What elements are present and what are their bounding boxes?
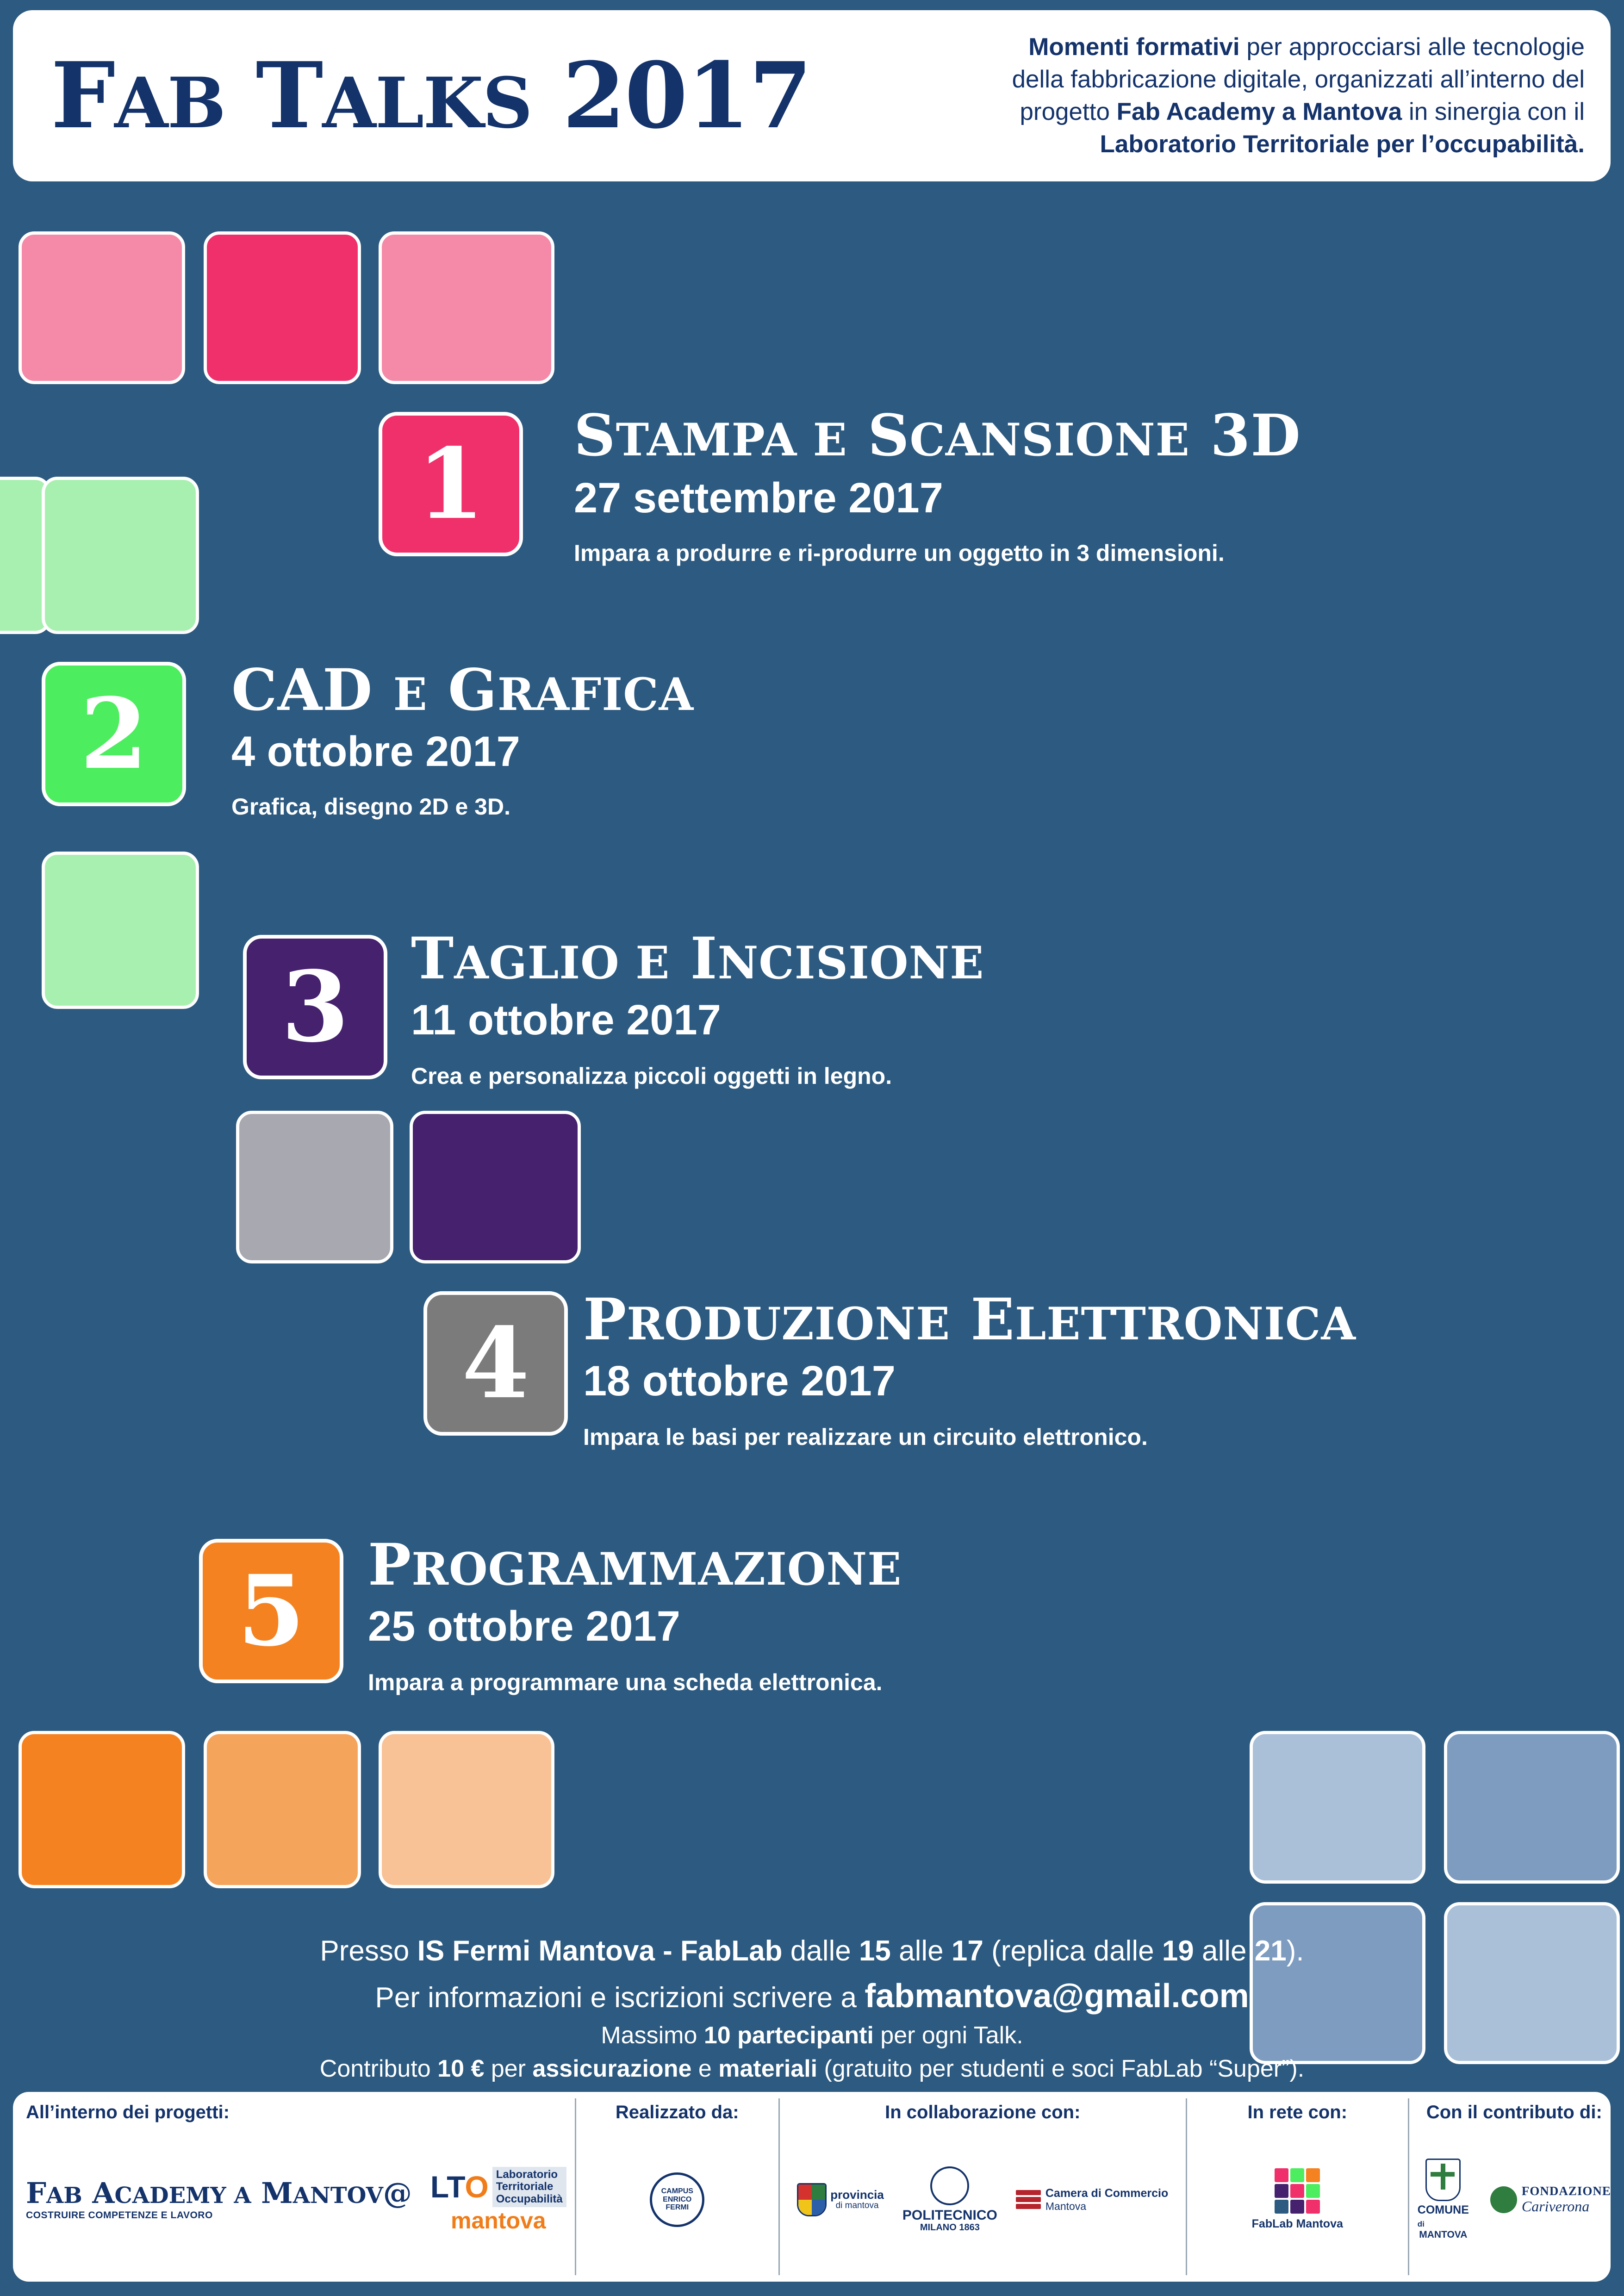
sponsor-caption-realized: Realizzato da: [615, 2102, 739, 2122]
info-contact [0, 1977, 1624, 2015]
comune-mantova-logo [1418, 2159, 1469, 2240]
decor-square [410, 1111, 581, 1263]
decor-square [204, 231, 361, 384]
fablab-caption: FabLab Mantova [1251, 2217, 1343, 2230]
fondazione-label-2: Cariverona [1521, 2197, 1590, 2215]
fondazione-cariverona-logo [1490, 2184, 1611, 2215]
info-capacity-value: 10 partecipanti [703, 2022, 874, 2049]
info-time-end: 17 [951, 1935, 983, 1967]
info-replica: (replica dalle [983, 1935, 1162, 1967]
sponsor-caption-collab: In collaborazione con: [885, 2102, 1081, 2122]
talk-desc-5: Impara a programmare una scheda elettronica. [368, 1669, 883, 1695]
camera-bars-icon [1016, 2190, 1041, 2209]
info-time-start-2: 19 [1162, 1935, 1194, 1967]
lto-lines: Laboratorio Territoriale Occupabilità [492, 2167, 566, 2207]
info-fee-per: per [484, 2055, 533, 2082]
fablab-grid-icon [1275, 2168, 1320, 2214]
decor-square [379, 1731, 554, 1888]
sponsor-bar [13, 2092, 1611, 2282]
info-fee [0, 2055, 1624, 2083]
decor-square [204, 1731, 361, 1888]
info-alle-2: alle [1194, 1935, 1255, 1967]
talk-date-4: 18 ottobre 2017 [583, 1357, 896, 1405]
blurb-text-3c: in sinergia con il [1402, 98, 1585, 125]
talk-desc-2: Grafica, disegno 2D e 3D. [231, 794, 510, 820]
info-venue-dalle: dalle [782, 1935, 859, 1967]
talk-title-4: PRODUZIONE ELETTRONICA [583, 1286, 1356, 1353]
talk-number-1: 1 [417, 427, 485, 541]
talk-title-5: PROGRAMMAZIONE [368, 1531, 902, 1599]
decor-square [42, 477, 199, 634]
blurb-bold-4: Laboratorio Territoriale per l’occupabilità. [1100, 130, 1585, 158]
blurb-text-1: per approcciarsi alle tecnologie [1239, 33, 1585, 61]
politecnico-label-2: MILANO 1863 [920, 2222, 980, 2233]
poster-header [13, 10, 1611, 181]
lto-logo [430, 2167, 566, 2232]
camera-commercio-logo [1016, 2187, 1168, 2212]
sponsor-section-contrib [1409, 2098, 1619, 2275]
decor-square [1250, 1731, 1425, 1884]
info-fee-value: 10 € [437, 2055, 485, 2082]
sponsor-caption-contrib: Con il contributo di: [1426, 2102, 1602, 2122]
info-fee-materials: materiali [718, 2055, 818, 2082]
info-fee-prefix: Contributo [319, 2055, 438, 2082]
politecnico-label-1: POLITECNICO [902, 2208, 997, 2223]
talk-date-2: 4 ottobre 2017 [231, 728, 520, 775]
info-venue [0, 1935, 1624, 1967]
blurb-text-3a: progetto [1020, 98, 1117, 125]
provincia-shield-icon [797, 2183, 827, 2216]
camera-label-1: Camera di Commercio [1045, 2186, 1169, 2200]
decor-square [1444, 1731, 1620, 1884]
sponsor-caption-network: In rete con: [1247, 2102, 1348, 2122]
talk-date-5: 25 ottobre 2017 [368, 1603, 680, 1650]
fablab-mantova-logo [1252, 2168, 1343, 2231]
fondazione-dot-icon [1490, 2186, 1517, 2213]
decor-square [19, 231, 185, 384]
talk-desc-1: Impara a produrre e ri-produrre un oggetto in 3 dimensioni. [574, 540, 1225, 566]
talk-number-4: 4 [461, 1306, 530, 1420]
blurb-bold-3: Fab Academy a Mantova [1116, 98, 1402, 125]
header-blurb [811, 31, 1594, 161]
talk-number-5: 5 [237, 1554, 305, 1668]
lto-city: mantova [450, 2208, 546, 2234]
info-fee-insurance: assicurazione [532, 2055, 692, 2082]
provincia-label-2: di mantova [835, 2201, 879, 2211]
talk-desc-4: Impara le basi per realizzare un circuito elettronico. [583, 1424, 1148, 1450]
comune-label-2: MANTOVA [1419, 2229, 1468, 2240]
talk-title-3: TAGLIO E INCISIONE [411, 925, 984, 992]
info-fee-and: e [691, 2055, 719, 2082]
talk-date-3: 11 ottobre 2017 [411, 996, 721, 1044]
info-capacity [0, 2022, 1624, 2049]
talk-number-badge-1 [379, 412, 523, 556]
info-close-paren: ). [1286, 1935, 1304, 1967]
talk-number-badge-4 [423, 1291, 568, 1436]
talk-date-1: 27 settembre 2017 [574, 474, 943, 522]
politecnico-crest-icon [930, 2166, 969, 2205]
politecnico-logo [902, 2166, 997, 2233]
fermi-seal-icon [650, 2172, 704, 2227]
talk-number-badge-2 [42, 662, 186, 806]
info-capacity-suffix: per ogni Talk. [873, 2022, 1023, 2049]
talk-desc-3: Crea e personalizza piccoli oggetti in legno. [411, 1063, 892, 1089]
info-alle-1: alle [890, 1935, 952, 1967]
blurb-text-2: della fabbricazione digitale, organizzati all’interno del [1012, 66, 1585, 93]
decor-square [19, 1731, 185, 1888]
info-time-end-2: 21 [1254, 1935, 1287, 1967]
sponsor-section-collab [780, 2098, 1187, 2275]
fab-academy-tagline: COSTRUIRE COMPETENZE E LAVORO [26, 2210, 213, 2221]
talk-title-2: CAD E GRAFICA [231, 657, 694, 724]
info-venue-name: IS Fermi Mantova - FabLab [417, 1935, 783, 1967]
talk-number-badge-3 [243, 935, 387, 1079]
talk-number-badge-5 [199, 1539, 343, 1683]
sponsor-section-projects [18, 2098, 576, 2275]
lto-mark: LTO [430, 2170, 489, 2204]
comune-crest-icon [1425, 2159, 1461, 2201]
sponsor-section-network [1187, 2098, 1409, 2275]
blurb-bold-1: Momenti formativi [1028, 33, 1240, 61]
info-capacity-prefix: Massimo [601, 2022, 704, 2049]
fondazione-label-1: FONDAZIONE [1521, 2184, 1611, 2198]
comune-label-1: COMUNE [1417, 2203, 1469, 2217]
fermi-seal-text: CAMPUS ENRICO FERMI [661, 2187, 693, 2212]
talk-number-2: 2 [80, 677, 148, 791]
info-time-start: 15 [859, 1935, 891, 1967]
info-fee-note: (gratuito per studenti e soci FabLab “Super”). [817, 2055, 1305, 2082]
camera-label-2: Mantova [1045, 2200, 1087, 2212]
provincia-label-1: provincia [830, 2187, 884, 2202]
info-contact-prefix: Per informazioni e iscrizioni scrivere a [375, 1982, 865, 2014]
talk-title-1: STAMPA E SCANSIONE 3D [574, 402, 1301, 469]
comune-label-di: di [1417, 2219, 1425, 2228]
sponsor-section-realized [576, 2098, 780, 2275]
email-link[interactable]: fabmantova@gmail.com [865, 1978, 1249, 2015]
page-title: FAB TALKS 2017 [51, 43, 811, 149]
decor-square [236, 1111, 393, 1263]
sponsor-caption-projects: All’interno dei progetti: [26, 2102, 230, 2122]
decor-square [379, 231, 554, 384]
fab-academy-logo: FAB ACADEMY A MANTOV@ COSTRUIRE COMPETENZE E LAVORO [26, 2176, 412, 2221]
decor-square [42, 852, 199, 1009]
talk-number-3: 3 [281, 950, 349, 1064]
provincia-mantova-logo [797, 2183, 884, 2216]
info-venue-prefix: Presso [320, 1935, 417, 1967]
